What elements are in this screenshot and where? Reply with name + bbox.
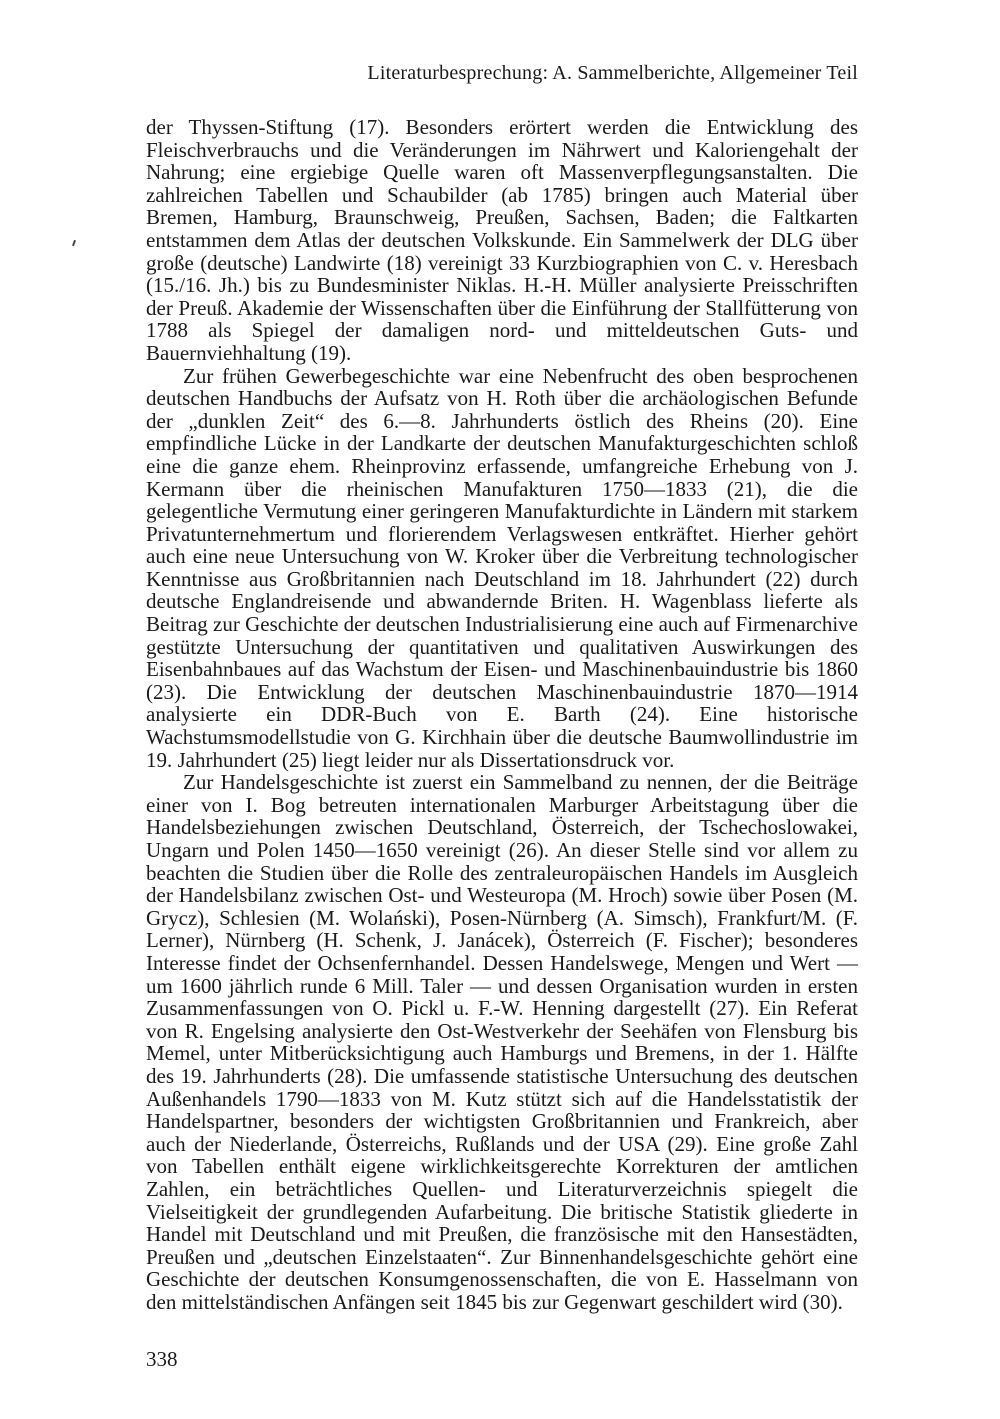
- paragraph-agriculture: der Thyssen-Stiftung (17). Besonders erörtert werden die Entwicklung des Fleischverbrauchs und die Veränderungen im Nährwert und Kaloriengehalt der Nahrung; eine ergiebige Quelle waren oft Massenverpflegungsanstalten. Die zahlreichen Tabellen und Schaubilder (ab 1785) bringen auch Material über Bremen, Hamburg, Braunschweig, Preußen, Sachsen, Baden; die Faltkarten entstammen dem Atlas der deutschen Volkskunde. Ein Sammelwerk der DLG über große (deutsche) Landwirte (18) vereinigt 33 Kurzbiographien von C. v. Heresbach (15./16. Jh.) bis zu Bundesminister Niklas. H.-H. Müller analysierte Preisschriften der Preuß. Akademie der Wissenschaften über die Einführung der Stallfütterung von 1788 als Spiegel der damaligen nord- und mitteldeutschen Guts- und Bauernviehhaltung (19).: [146, 115, 858, 365]
- paragraph-trade-history: Zur Handelsgeschichte ist zuerst ein Sammelband zu nennen, der die Beiträge einer von I. Bog betreuten internationalen Marburger Arbeitstagung über die Handelsbeziehungen zwischen Deutschland, Österreich, der Tschechoslowakei, Ungarn und Polen 1450—1650 vereinigt (26). An dieser Stelle sind vor allem zu beachten die Studien über die Rolle des zentraleuropäischen Handels im Ausgleich der Handelsbilanz zwischen Ost- und Westeuropa (M. Hroch) sowie über Posen (M. Grycz), Schlesien (M. Wolański), Posen-Nürnberg (A. Simsch), Frankfurt/M. (F. Lerner), Nürnberg (H. Schenk, J. Janácek), Österreich (F. Fischer); besonderes Interesse findet der Ochsenfernhandel. Dessen Handelswege, Mengen und Wert — um 1600 jährlich runde 6 Mill. Taler — und dessen Organisation wurden in ersten Zusammenfassungen von O. Pickl u. F.-W. Henning dargestellt (27). Ein Referat von R. Engelsing analysierte den Ost-Westverkehr der Seehäfen von Flensburg bis Memel, unter Mitberücksichtigung auch Hamburgs und Bremens, in der 1. Hälfte des 19. Jahrhunderts (28). Die umfassende statistische Untersuchung des deutschen Außenhandels 1790—1833 von M. Kutz stützt sich auf die Handelsstatistik der Handelspartner, besonders der wichtigsten Großbritannien und Frankreich, aber auch der Niederlande, Österreichs, Rußlands und der USA (29). Eine große Zahl von Tabellen enthält eigene wirklichkeitsgerechte Korrekturen der amtlichen Zahlen, ein beträchtliches Quellen- und Literaturverzeichnis spiegelt die Vielseitigkeit der grundlegenden Aufarbeitung. Die britische Statistik gliederte in Handel mit Deutschland und mit Preußen, die französische mit den Hansestädten, Preußen und „deutschen Einzelstaaten“. Zur Binnenhandelsgeschichte gehört eine Geschichte der deutschen Konsumgenossenschaften, die von E. Hasselmann von den mittelständischen Anfängen seit 1845 bis zur Gegenwart geschildert wird (30).: [146, 770, 858, 1314]
- paragraph-industry-history: Zur frühen Gewerbegeschichte war eine Nebenfrucht des oben besprochenen deutschen Handbuchs der Aufsatz von H. Roth über die archäologischen Befunde der „dunklen Zeit“ des 6.—8. Jahrhunderts östlich des Rheins (20). Eine empfindliche Lücke in der Landkarte der deutschen Manufakturgeschichten schloß eine die ganze ehem. Rheinprovinz erfassende, umfangreiche Erhebung von J. Kermann über die rheinischen Manufakturen 1750—1833 (21), die die gelegentliche Vermutung einer geringeren Manufakturdichte in Ländern mit starkem Privatunternehmertum und florierendem Verlagswesen entkräftet. Hierher gehört auch eine neue Untersuchung von W. Kroker über die Verbreitung technologischer Kenntnisse aus Großbritannien nach Deutschland im 18. Jahrhundert (22) durch deutsche Englandreisende und abwandernde Briten. H. Wagenblass lieferte als Beitrag zur Geschichte der deutschen Industrialisierung eine auch auf Firmenarchive gestützte Untersuchung der quantitativen und qualitativen Auswirkungen des Eisenbahnbaues auf das Wachstum der Eisen- und Maschinenbauindustrie bis 1860 (23). Die Entwicklung der deutschen Maschinenbauindustrie 1870—1914 analysierte ein DDR-Buch von E. Barth (24). Eine historische Wachstumsmodellstudie von G. Kirchhain über die deutsche Baumwollindustrie im 19. Jahrhundert (25) liegt leider nur als Dissertationsdruck vor.: [146, 363, 858, 772]
- running-header: Literaturbesprechung: A. Sammelberichte, Allgemeiner Teil: [367, 62, 858, 84]
- margin-mark: [72, 240, 76, 246]
- body-text: [146, 116, 858, 1313]
- page-number: 338: [146, 1347, 178, 1371]
